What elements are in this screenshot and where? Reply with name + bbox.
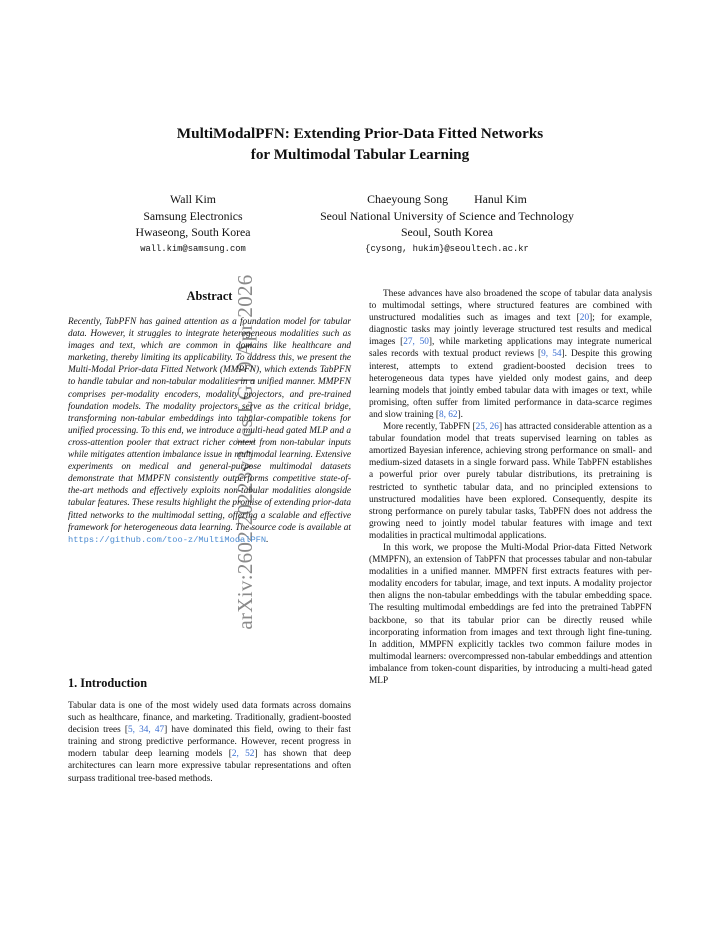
author-affiliation: Seoul National University of Science and Technology xyxy=(320,208,574,223)
author-name: Wall Kim xyxy=(170,192,216,206)
intro-paragraph xyxy=(68,700,351,785)
author-affiliation: Samsung Electronics xyxy=(143,208,243,223)
body-text: ]; for example, diagnostic tasks may jointly leverage structured test results and medical images [ xyxy=(369,313,652,348)
paragraph xyxy=(369,421,652,542)
intro-text: ] has shown that deep architectures can learn more expressive tabular representations and often surpass traditional tree-based methods. xyxy=(68,749,352,784)
citation-link[interactable]: 8, 62 xyxy=(438,409,458,420)
body-text: These advances have also broadened the scope of tabular data analysis to multimodal settings, where structured features are combined with unstructured modalities such as images and text [ xyxy=(369,289,652,324)
author-location: Seoul, South Korea xyxy=(400,225,494,239)
body-text: ]. Despite this growing interest, attempts to extend gradient-boosted decision trees to heterogeneous data types have yielded only modest gains, and deep learning models that jointly embed tabular data with images or text, while promising, often suffer from limited performance in data-scarce regimes and slow training [ xyxy=(369,349,652,420)
abstract-body: Recently, TabPFN has gained attention as a foundation model for tabular data. However, it struggles to integrate heterogeneous modalities such as images and text, which are common in domains like healthcare and marketing, thereby limiting its applicability. To address this, we present the Multi-Modal Prior-data Fitted Network (MMPFN), which extends TabPFN to handle tabular and non-tabular modalities in a unified manner. MMPFN comprises per-modality encoders, modality projectors, and pre-trained foundation models. The modality projectors serve as the critical bridge, transforming non-tabular embeddings into tabular-compatible tokens for unified processing. To this end, we introduce a multi-head gated MLP and a cross-attention pooler that extract richer context from non-tabular inputs while mitigates attention imbalance issue in multimodal learning. Extensive experiments on medical and general-purpose multimodal datasets demonstrate that MMPFN consistently outperforms competitive state-of-the-art methods and effectively exploits non-tabular modalities alongside tabular features. These results highlight the promise of extending prior-data fitted networks to the multimodal setting, offering a scalable and effective framework for heterogeneous data learning. The source code is available at xyxy=(68,317,351,533)
citation-link[interactable]: 2, 52 xyxy=(231,749,255,760)
author-block-1 xyxy=(108,191,278,257)
body-text: ]. xyxy=(457,409,463,420)
author-email[interactable]: {cysong, hukim}@seoultech.ac.kr xyxy=(365,243,529,254)
author-name: Chaeyoung Song xyxy=(367,192,449,206)
abstract-text xyxy=(68,316,351,546)
paragraph xyxy=(369,288,652,421)
section-heading-introduction: 1. Introduction xyxy=(68,676,148,690)
citation-link[interactable]: 27, 50 xyxy=(403,337,429,348)
paragraph: In this work, we propose the Multi-Modal Prior-data Fitted Network (MMPFN), an extension of TabPFN that processes tabular and non-tabular modalities in a unified manner. MMPFN first extracts features with per-modality encoders for tabular, image, and text inputs. A modality projector then aligns the non-tabular embeddings with the tabular embedding space. The resulting multimodal embeddings are fed into the pretrained TabPFN backbone, so that its tabular prior can be directly reused while incorporating information from images and text through light fine-tuning. In addition, MMPFN explicitly tackles two common failure modes in multimodal learners: overcompressed non-tabular embeddings and attention imbalance from token-count disparities, by introducing a multi-head gated MLP xyxy=(369,542,652,686)
citation-link[interactable]: 20 xyxy=(579,313,590,324)
author-location: Hwaseong, South Korea xyxy=(135,225,251,239)
source-code-link[interactable]: https://github.com/too-z/MultiModalPFN xyxy=(68,534,267,545)
paper-title xyxy=(90,123,630,165)
citation-link[interactable]: 5, 34, 47 xyxy=(127,725,165,736)
title-line-1: MultiModalPFN: Extending Prior-Data Fitted Networks xyxy=(176,125,544,142)
abstract-end: . xyxy=(266,534,269,545)
title-line-2: for Multimodal Tabular Learning xyxy=(250,146,470,163)
right-column xyxy=(369,288,652,687)
body-text: ] has attracted considerable attention as a tabular foundation model that treats supervised learning on tables as amortized Bayesian inference, achieving strong performance on small- and medium-sized datasets in a single forward pass. While TabPFN establishes a powerful prior over purely tabular distributions, its pretraining is restricted to synthetic tabular data, and no principled extensions to unstructured modalities have been explored. Consequently, despite its strong performance on purely tabular tasks, TabPFN does not address the growing need to jointly model tabular features with image and text modalities in practical multimodal applications. xyxy=(369,422,652,541)
author-name: Hanul Kim xyxy=(474,192,527,206)
abstract-heading: Abstract xyxy=(186,289,233,303)
citation-link[interactable]: 9, 54 xyxy=(541,349,562,360)
arxiv-stamp: arXiv:2602.20223v3 [cs.LG] 9 Apr 2026 xyxy=(233,274,257,630)
citation-link[interactable]: 25, 26 xyxy=(475,422,499,433)
author-email[interactable]: wall.kim@samsung.com xyxy=(140,243,246,254)
left-column xyxy=(68,288,351,546)
author-block-2 xyxy=(286,191,608,257)
author-names xyxy=(286,191,608,208)
intro-text: Tabular data is one of the most widely used data formats across domains such as healthcare, finance, and marketing. Traditionally, gradient-boosted decision trees [ xyxy=(68,701,351,736)
intro-text: ] have dominated this field, owing to their fast training and strong predictive performance. However, recent progress in modern tabular deep learning models [ xyxy=(68,725,351,760)
body-text: More recently, TabPFN [ xyxy=(383,422,476,433)
body-text: ], while marketing applications may integrate numerical sales records with textual product reviews [ xyxy=(369,337,652,360)
